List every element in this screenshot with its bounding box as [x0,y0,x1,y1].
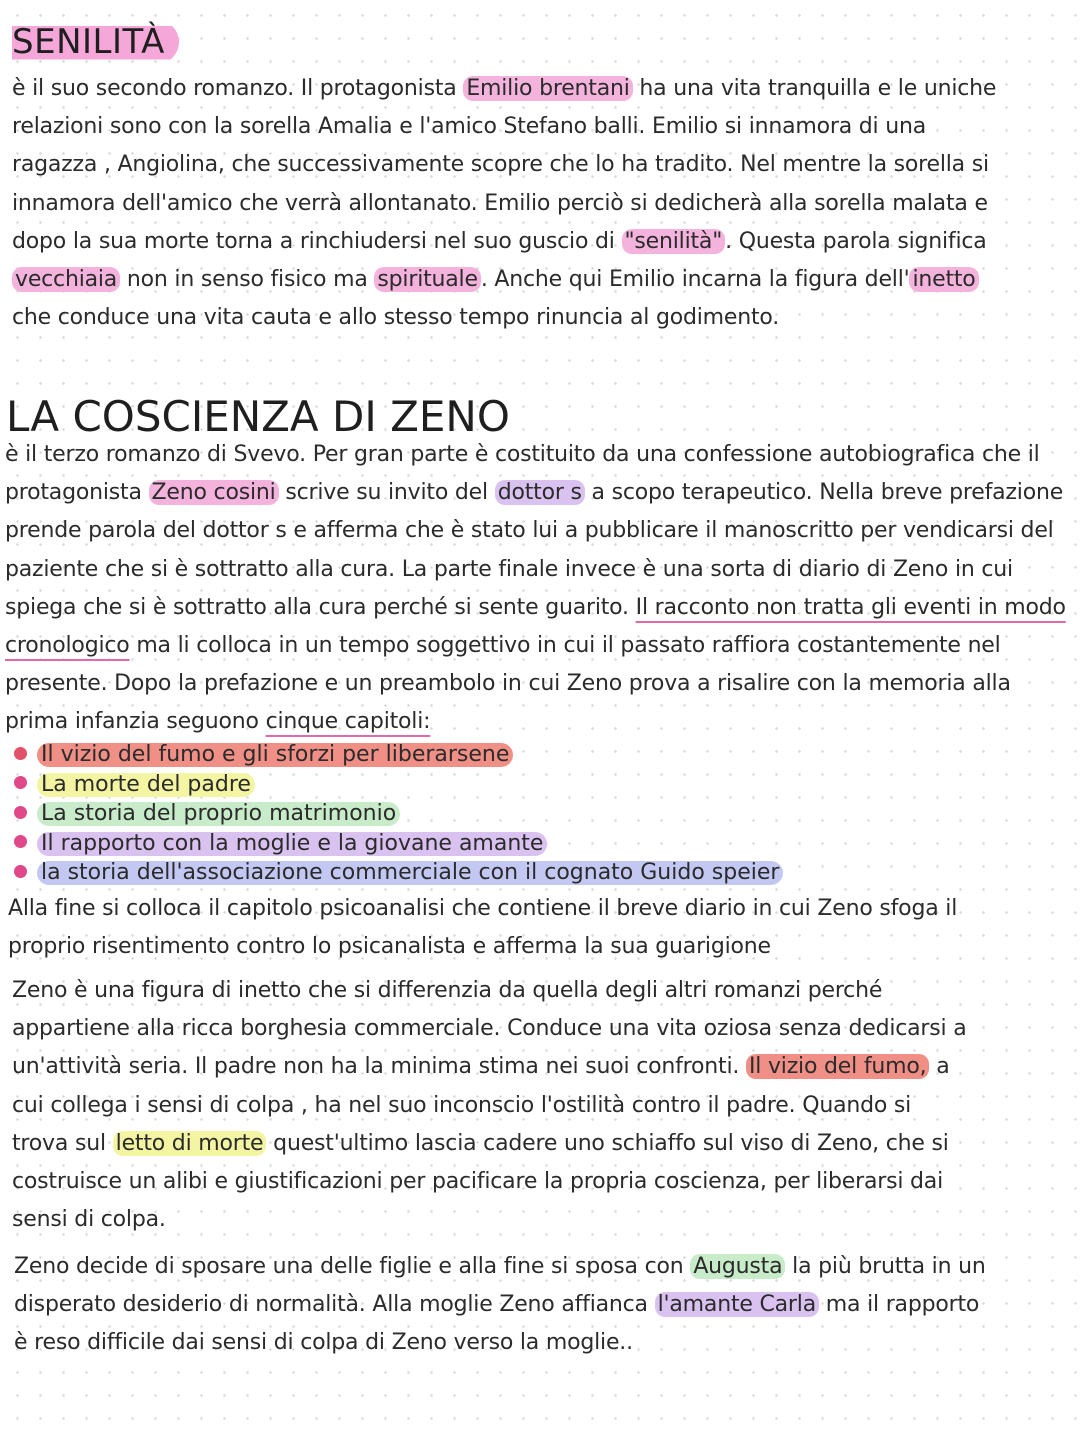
text-run: a cui collega i sensi di colpa , ha nel suo inconscio l'ostilità contro il padre. Quando si trova sul [12,1054,950,1156]
text-run: ma li colloca in un tempo soggettivo in cui il passato raffiora costantemente nel presente. Dopo la prefazione e un preambolo in cui Zeno prova a risalire con la memoria alla prima infanzia seguono [5,633,1011,735]
section-title-senilita: SENILITÀ [12,20,179,64]
senilita-paragraph [12,70,1012,337]
list-item [14,770,783,800]
highlight-senilita: "senilità" [622,229,726,254]
text-run: ma il rapporto è reso difficile dai sensi di colpa di Zeno verso la moglie.. [14,1292,980,1356]
text-run: è il terzo romanzo di Svevo. Per gran parte è costituito da una confessione autobiografica che il protagonista [5,442,1040,506]
text-run: quest'ultimo lascia cadere uno schiaffo sul viso di Zeno, che si costruisce un alibi e giustificazioni per pacificare la propria coscienza, per liberarsi dai sensi di colpa. [12,1130,949,1233]
text-run: non in senso fisico ma [120,267,375,293]
highlight-dottor-s: dottor s [495,480,585,505]
chapter-label: la storia dell'associazione commerciale con il cognato Guido speier [37,861,783,885]
bullet-dot-icon [14,806,27,819]
list-item [14,799,783,829]
text-run: . Anche qui Emilio incarna la figura dell' [480,267,910,293]
chapters-list [14,740,783,888]
psicoanalisi-paragraph: Alla fine si colloca il capitolo psicoanalisi che contiene il breve diario in cui Zeno sfoga il proprio risentimento contro lo psicanalista e afferma la sua guarigione [8,896,958,960]
text-run: Zeno è una figura di inetto che si differenzia da quella degli altri romanzi perché appartiene alla ricca borghesia commerciale. Conduce una vita oziosa senza dedicarsi a un'attività seria. Il padre non ha la minima stima nei suoi confronti. [12,978,967,1080]
highlight-inetto: inetto [909,267,978,292]
chapter-label: Il vizio del fumo e gli sforzi per liberarsene [37,743,513,767]
text-run: ha una vita tranquilla e le uniche relazioni sono con la sorella Amalia e l'amico Stefano balli. Emilio si innamora di una ragazza , Angiolina, che successivamente scopre che lo ha tradito. Nel mentre la sorella si innamora dell'amico che verrà allontanato. Emilio perciò si dedicherà alla sorella malata e dopo la sua morte torna a rinchiudersi nel suo guscio di [12,76,997,254]
list-item [14,829,783,859]
chapter-label: La morte del padre [37,773,255,797]
list-item [14,858,783,888]
highlight-amante-carla: l'amante Carla [655,1292,819,1317]
underline-cinque-capitoli: cinque capitoli: [265,709,431,735]
highlight-vizio-del-fumo: Il vizio del fumo, [746,1054,929,1079]
underline-racconto: Il racconto non tratta gli eventi in modo cronologico [5,594,1066,659]
text-run: a scopo terapeutico. Nella breve prefazione prende parola del dottor s e afferma che è stato lui a pubblicare il manoscritto per vendicarsi del paziente che si è sottratto alla cura. La parte finale invece è una sorta di diario di Zeno in cui spiega che si è sottratto alla cura perché si sente guarito. [5,480,1064,620]
highlight-vecchiaia: vecchiaia [12,267,120,292]
chapter-label: Il rapporto con la moglie e la giovane amante [37,832,547,856]
highlight-spirituale: spirituale [374,267,480,292]
text-run: che conduce una vita cauta e allo stesso tempo rinuncia al godimento. [12,305,780,331]
chapter-label: La storia del proprio matrimonio [37,802,400,826]
matrimonio-paragraph [14,1248,994,1363]
bullet-dot-icon [14,865,27,878]
text-run: scrive su invito del [278,480,495,506]
zeno-intro-paragraph [5,436,1073,742]
bullet-dot-icon [14,747,27,760]
bullet-dot-icon [14,835,27,848]
text-run: Zeno decide di sposare una delle figlie e alla fine si sposa con [14,1254,691,1279]
highlight-zeno-cosini: Zeno cosini [149,480,279,505]
text-run: . Questa parola significa [725,228,987,254]
highlight-letto-di-morte: letto di morte [113,1131,267,1156]
text-run: è il suo secondo romanzo. Il protagonista [12,76,464,101]
highlight-augusta: Augusta [690,1254,785,1279]
text-run: la più brutta in un disperato desiderio di normalità. Alla moglie Zeno affianca [14,1254,986,1318]
list-item [14,740,783,770]
section-title-coscienza-di-zeno: LA COSCIENZA DI ZENO [6,392,510,441]
highlight-emilio-brentani: Emilio brentani [463,76,632,101]
bullet-dot-icon [14,776,27,789]
inetto-paragraph [12,972,972,1239]
